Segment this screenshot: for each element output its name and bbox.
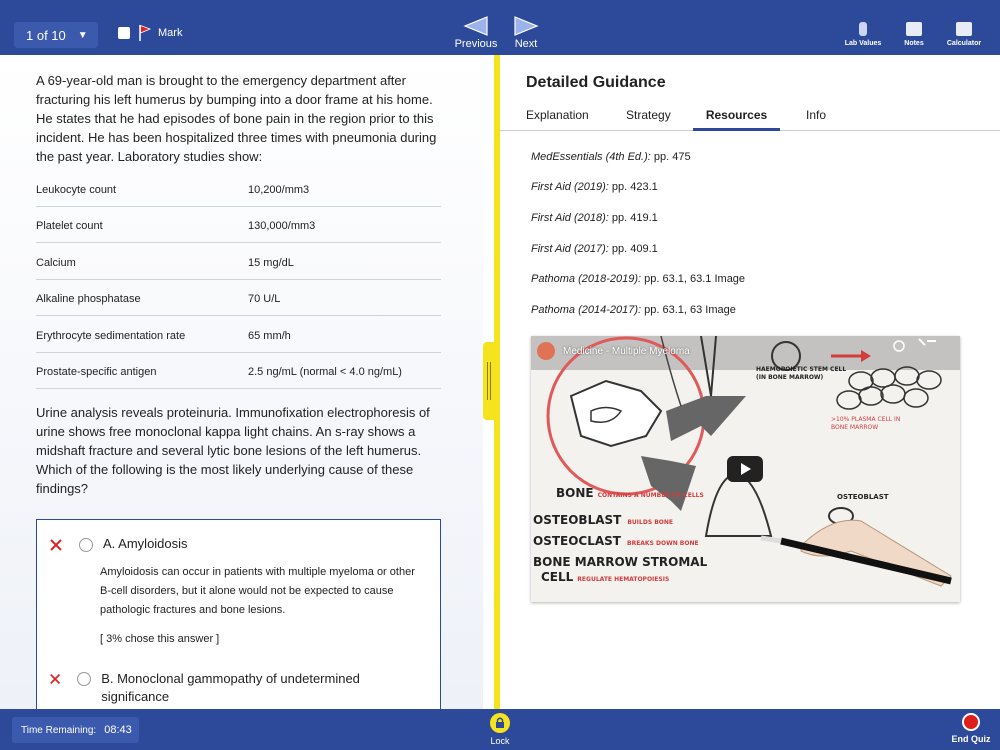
note-marrow: BONE MARROW STROMAL	[533, 555, 708, 569]
guidance-pane	[500, 55, 1000, 709]
calculator-icon	[956, 22, 972, 36]
note-hsc-sub: (IN BONE MARROW)	[756, 374, 824, 381]
answer-choice-b[interactable]	[49, 670, 389, 706]
table-row	[36, 207, 441, 244]
video-title: Medicine - Multiple Myeloma	[563, 346, 690, 357]
table-row	[36, 170, 441, 207]
answer-label: A. Amyloidosis	[103, 536, 188, 551]
answer-choice-a[interactable]	[49, 536, 188, 552]
resource-source: First Aid (2019):	[531, 181, 609, 193]
answer-percentage: [ 3% chose this answer ]	[100, 633, 220, 645]
stop-icon	[962, 713, 980, 731]
resource-pages: pp. 423.1	[611, 181, 658, 193]
resize-handle[interactable]	[483, 342, 495, 420]
time-remaining-label: Time Remaining:	[21, 724, 97, 736]
tab-resources[interactable]: Resources	[693, 108, 780, 131]
resource-pages: pp. 63.1, 63.1 Image	[644, 273, 746, 285]
lab-value: 10,200/mm3	[248, 183, 310, 196]
note-bone	[556, 486, 704, 500]
calculator-label: Calculator	[946, 40, 982, 47]
question-selector[interactable]	[14, 22, 98, 48]
previous-label: Previous	[454, 38, 498, 50]
tab-explanation[interactable]: Explanation	[526, 108, 589, 122]
video-player[interactable]	[531, 336, 960, 602]
question-selector-label: 1 of 10	[26, 27, 66, 43]
mark-control[interactable]	[118, 24, 182, 42]
note-osteoblast-text: OSTEOBLAST	[533, 513, 622, 527]
note-osteoblast-top: OSTEOBLAST	[837, 493, 889, 501]
channel-avatar	[537, 342, 555, 360]
resource-item[interactable]	[531, 243, 658, 255]
end-quiz-label: End Quiz	[951, 734, 991, 744]
note-marrow-cell-text: CELL	[541, 570, 574, 584]
answer-choices	[36, 519, 441, 709]
note-hsc	[756, 366, 846, 382]
time-remaining	[12, 717, 139, 743]
lab-value: 70 U/L	[248, 293, 281, 306]
arrow-left-icon	[463, 16, 489, 36]
lab-name: Prostate-specific antigen	[36, 366, 157, 379]
table-row	[36, 243, 441, 280]
lab-value: 15 mg/dL	[248, 256, 294, 269]
next-label: Next	[514, 38, 538, 50]
question-stem: A 69-year-old man is brought to the emergency department after fracturing his left humerus by bumping into a door frame at his home. He states that he had episodes of bone pain in the region prior to this incident. He has been hospitalized three times with pneumonia during the past year. Laboratory studies show:	[36, 73, 437, 164]
note-osteoclast	[533, 534, 699, 548]
flag-icon	[138, 24, 152, 42]
resource-item[interactable]	[531, 212, 658, 224]
resource-source: Pathoma (2014-2017):	[531, 304, 642, 316]
table-row	[36, 316, 441, 353]
lab-name: Platelet count	[36, 220, 103, 233]
note-osteoclast-text: OSTEOCLAST	[533, 534, 621, 548]
mark-checkbox[interactable]	[118, 27, 130, 39]
resource-source: First Aid (2017):	[531, 243, 609, 255]
resource-item[interactable]	[531, 181, 658, 193]
lab-value: 130,000/mm3	[248, 220, 316, 233]
lab-value: 65 mm/h	[248, 329, 291, 342]
next-button[interactable]	[501, 16, 551, 50]
previous-button[interactable]	[451, 16, 501, 50]
note-plasma: >10% PLASMA CELL IN BONE MARROW	[831, 416, 901, 431]
lock-button[interactable]	[478, 713, 522, 746]
resource-item[interactable]	[531, 273, 745, 285]
resource-item[interactable]	[531, 304, 736, 316]
resource-pages: pp. 409.1	[611, 243, 658, 255]
calculator-button[interactable]	[939, 22, 989, 47]
bottom-toolbar	[0, 709, 1000, 750]
lab-name: Leukocyte count	[36, 183, 117, 196]
resource-item[interactable]	[531, 151, 691, 163]
notes-icon	[906, 22, 922, 36]
note-marrow-cell	[541, 570, 669, 584]
resource-source: Pathoma (2018-2019):	[531, 273, 642, 285]
table-row	[36, 280, 441, 317]
table-row	[36, 353, 441, 390]
incorrect-x-icon	[49, 672, 61, 686]
note-osteoblast	[533, 513, 673, 527]
lab-values-label: Lab Values	[844, 40, 882, 47]
note-hsc-text: HAEMOPOIETIC STEM CELL	[756, 366, 847, 373]
end-quiz-button[interactable]	[946, 713, 996, 744]
lab-values-button[interactable]	[838, 22, 888, 47]
lab-name: Erythrocyte sedimentation rate	[36, 329, 186, 342]
note-osteoblast-sub: BUILDS BONE	[627, 519, 674, 526]
guidance-tabs	[500, 106, 1000, 131]
guidance-title: Detailed Guidance	[526, 74, 666, 91]
arrow-right-icon	[513, 16, 539, 36]
answer-explanation: Amyloidosis can occur in patients with multiple myeloma or other B-cell disorders, but it alone would not be expected to cause pathologic fractures and bone lesions.	[100, 566, 415, 616]
resource-pages: pp. 419.1	[611, 212, 658, 224]
resource-source: First Aid (2018):	[531, 212, 609, 224]
answer-label: B. Monoclonal gammopathy of undetermined significance	[101, 671, 360, 704]
note-bone-sub: CONTAINS A NUMBER OF CELLS	[597, 492, 704, 499]
resource-source: MedEssentials (4th Ed.):	[531, 151, 651, 163]
tab-strategy[interactable]: Strategy	[626, 108, 671, 122]
chevron-down-icon: ▼	[77, 29, 88, 41]
resource-pages: pp. 63.1, 63 Image	[644, 304, 736, 316]
time-remaining-value: 08:43	[104, 724, 132, 736]
tab-info[interactable]: Info	[806, 108, 827, 122]
lock-label: Lock	[490, 736, 510, 746]
mark-label: Mark	[158, 27, 183, 39]
resource-pages: pp. 475	[653, 151, 691, 163]
lab-value: 2.5 ng/mL (normal < 4.0 ng/mL)	[248, 366, 402, 379]
answer-radio[interactable]	[79, 538, 93, 552]
answer-radio[interactable]	[77, 672, 91, 686]
notes-button[interactable]	[889, 22, 939, 47]
question-pane	[0, 55, 483, 709]
note-bone-text: BONE	[556, 486, 594, 500]
play-button[interactable]	[727, 456, 763, 482]
note-marrow-sub: REGULATE HEMATOPOIESIS	[577, 576, 670, 583]
top-toolbar	[0, 0, 1000, 55]
lab-table	[36, 170, 441, 389]
note-osteoclast-sub: BREAKS DOWN BONE	[627, 540, 699, 547]
question-stem-continued: Urine analysis reveals proteinuria. Immunofixation electrophoresis of urine shows free monoclonal kappa light chains. An s-ray shows a midshaft fracture and several lytic bone lesions of the left humerus. Which of the following is the most likely underlying cause of these findings?	[36, 405, 430, 496]
flask-icon	[859, 22, 867, 36]
lab-name: Alkaline phosphatase	[36, 293, 141, 306]
lock-icon	[490, 713, 510, 733]
incorrect-x-icon	[49, 538, 63, 552]
lab-name: Calcium	[36, 256, 76, 269]
notes-label: Notes	[904, 40, 924, 47]
